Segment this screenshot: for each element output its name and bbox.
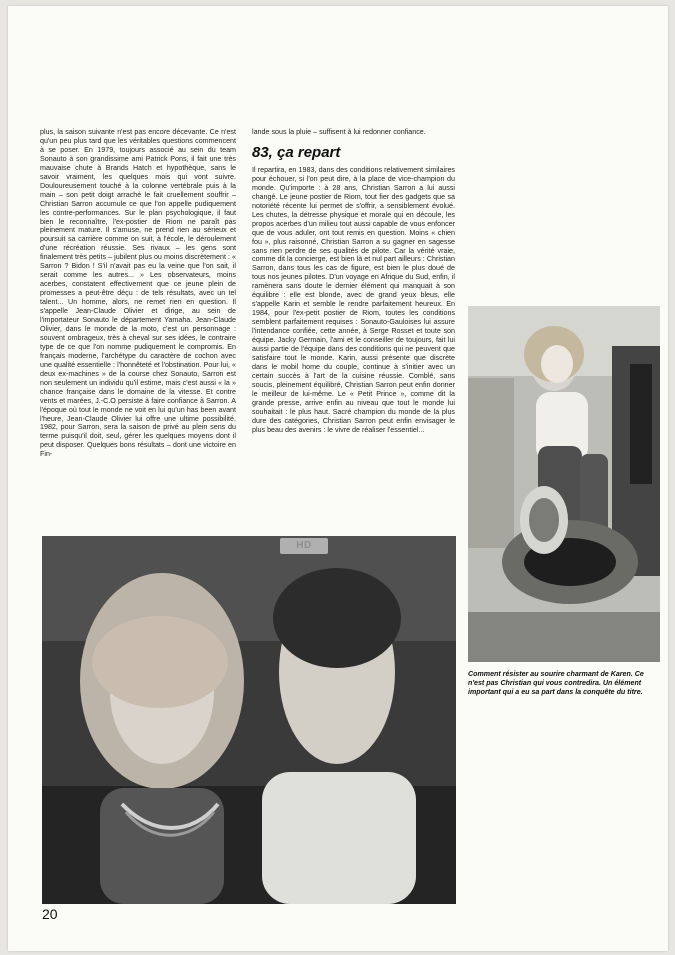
portrait-photo-karen <box>468 306 660 662</box>
left-column-text: plus, la saison suivante n'est pas encore décevante. Ce n'est qu'un peu plus tard que les véritables questions commencent à se poser. En 1979, toujours associé au sein du team Sonauto à son grandissime ami Patrick Pons, il fait une très mauvaise chute à Brands Hatch et hypothèque, sans le savoir vraiment, les quelques mois qui vont suivre. Douloureusement touché à la colonne vertébrale puis à la main – son petit doigt arraché le fait cruellement souffrir – Christian Sarron accumule ce que l'on appelle pudiquement les contre-performances. Sur le plan psychologique, il faut bien le reconnaître, l'ex-postier de Riom ne paraît pas pleinement mature. Il s'amuse, ne prend rien au sérieux et poursuit sa carrière comme on suit, à l'école, le déroulement d'une récréation réussie. Ses rivaux – les gens sont finalement très petits – jubilent plus ou moins discrètement : « Sarron ? Bidon ! S'il n'avait pas eu la veine que l'on sait, il serait comme les autres... » Les observateurs, moins acerbes, constatent effectivement que ce jeune plein de promesses a peut-être déçu : de tels résultats, avec un tel talent... Un homme, alors, ne remet rien en question. Il s'appelle Jean-Claude Olivier et dirige, au sein de l'importateur Sonauto le département Yamaha. Jean-Claude Olivier, dans le monde de la moto, c'est un personnage : souvent ombrageux, très à cheval sur ses idées, le contraire type de ce que l'on nomme pudiquement le compromis. En français moderne, l'archétype du caractère de cochon avec une qualité essentielle : l'honnêteté et l'obstination. Pour lui, « deux ex-machines » de la course chez Sonauto, Sarron est non seulement un individu qu'il estime, mais c'est aussi « la » chance française dans le domaine de la vitesse. Et contre vents et marées, J.-C.O persiste à faire confiance à Sarron. A l'époque où tout le monde ne voit en lui qu'un has been avant l'heure, Jean-Claude Olivier lui offre une ultime possibilité. 1982, pour Sarron, sera la saison de privé au plein sens du terme puisqu'il doit, seul, gérer les quelques moyens dont il peut disposer. Quelques bons résultats – dont une victoire en Fin- <box>40 128 236 459</box>
page-number: 20 <box>42 906 58 922</box>
photo-caption: Comment résister au sourire charmant de Karen. Ce n'est pas Christian qui vous contredira. Un élément important qui a eu sa part dans la conquête du titre. <box>468 670 644 696</box>
magazine-page <box>8 6 668 951</box>
watermark-logo: HD <box>280 538 328 554</box>
couple-photo <box>42 536 456 904</box>
section-title: 83, ça repart <box>252 143 341 161</box>
left-text-column <box>40 128 236 459</box>
middle-intro-text: lande sous la pluie – suffisent à lui redonner confiance. <box>252 128 426 136</box>
middle-body-text: Il repartira, en 1983, dans des conditions relativement similaires pour échouer, si l'on peut dire, à la place de vice-champion du monde. Qu'importe : à 28 ans, Christian Sarron a lui aussi changé. Le jeune postier de Riom, tout fier des gadgets que sa notoriété récente lui permet de s'offrir, a sensiblement évolué. Les chutes, la détresse physique et morale qui en découle, les propos acerbes d'un milieu tout aussi capable de vous enfoncer que de vous aduler, ont tout remis en question. Moins « chien fou », plus raisonné, Christian Sarron a su gagner en sagesse sans rien perdre de ses qualités de pilote. Car la vérité vraie, comme dit la concierge, est bien là et nul part ailleurs : Christian Sarron, dans tous les cas de figure, est bien le plus doué de tous nos jeunes pilotes. D'un voyage en Afrique du Sud, enfin, il ramènera sans doute le dernier élément qui manquait à son équilibre : elle est blonde, avec de grand yeux bleus, elle s'appelle Karin et semble le rendre parfaitement heureux. En 1984, pour l'ex-petit postier de Riom, toutes les conditions semblent parfaitement requises : Sonauto-Gauloises lui assure l'intendance confiée, cette année, à Serge Rosset et toute son équipe. Jacky Germain, l'ami et le conseiller de toujours, fait lui aussi partie de l'équipe dans des conditions qui ne peuvent que satisfaire tout le monde. Karin, aussi présente que discrète dans le mobil home du couple, continue à s'initier avec un certain succès à l'art de la cuisine réussie. Comblé, sans soucis, pleinement équilibré, Christian Sarron peut enfin donner le meilleur de lui-même. Le « Petit Prince », comme dit la grande presse, arrive enfin au niveau que tout le monde lui souhaitait : le plus haut. Sacré champion du monde de la plus dure des catégories, Christian Sarron peut enfin envisager le plus beau des avenirs : le vivre de réaliser l'essentiel... <box>252 165 455 434</box>
middle-text-column <box>252 128 455 435</box>
